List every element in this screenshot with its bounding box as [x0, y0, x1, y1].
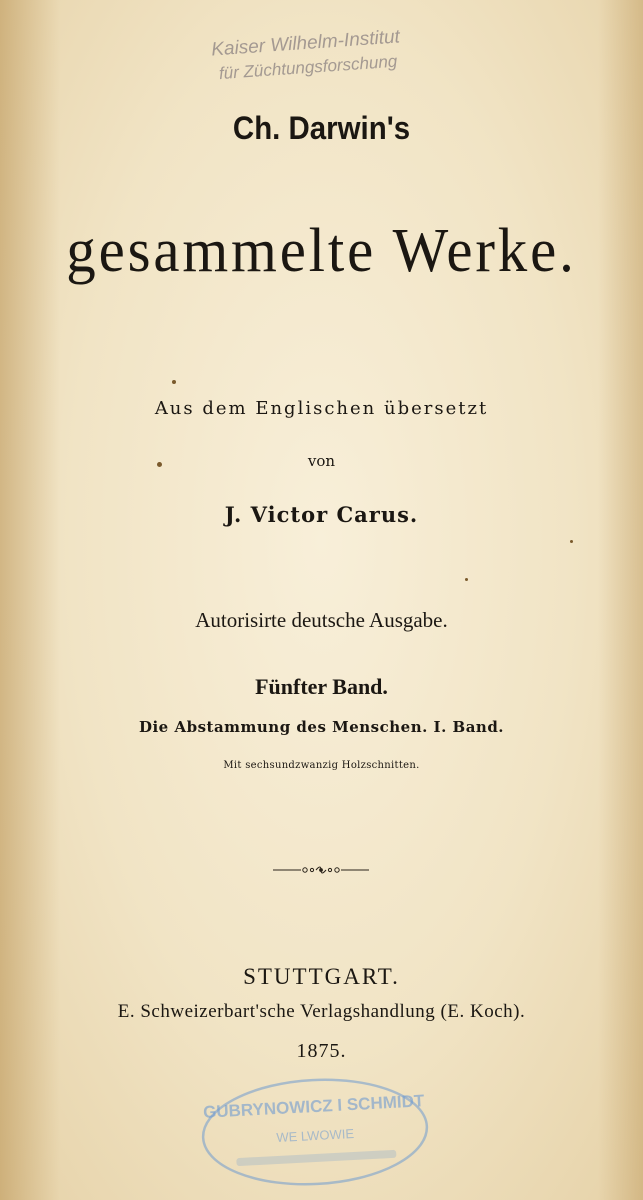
stamp-top-line-1: Kaiser Wilhelm-Institut: [210, 26, 401, 61]
translation-note: Aus dem Englischen übersetzt: [154, 398, 489, 419]
publication-year: 1875.: [296, 1040, 347, 1062]
stamp-top-line-2: für Züchtungsforschung: [218, 51, 398, 84]
volume-number: Fünfter Band.: [255, 674, 388, 699]
book-title: gesammelte Werke.: [66, 217, 577, 285]
ornament-divider: [271, 862, 371, 878]
paper-speck: [172, 380, 176, 384]
paper-speck: [465, 578, 468, 581]
woodcuts-note: Mit sechsundzwanzig Holzschnitten.: [223, 760, 420, 771]
edition-note: Autorisirte deutsche Ausgabe.: [195, 608, 448, 632]
stamp-bottom-line-1: GUBRYNOWICZ I SCHMIDT: [202, 1091, 425, 1122]
publication-city: STUTTGART.: [243, 964, 400, 989]
translator-name: J. Victor Carus.: [224, 502, 419, 527]
author-name: Ch. Darwin's: [232, 110, 411, 146]
bookseller-stamp: [195, 1070, 435, 1195]
library-stamp-top: [200, 20, 440, 90]
paper-speck: [570, 540, 573, 543]
publisher-name: E. Schweizerbart'sche Verlagshandlung (E. Koch).: [117, 1001, 526, 1022]
by-word: von: [307, 452, 336, 470]
stamp-bottom-line-2: WE LWOWIE: [275, 1125, 355, 1146]
paper-speck: [157, 462, 162, 467]
volume-subtitle: Die Abstammung des Menschen. I. Band.: [138, 718, 505, 736]
